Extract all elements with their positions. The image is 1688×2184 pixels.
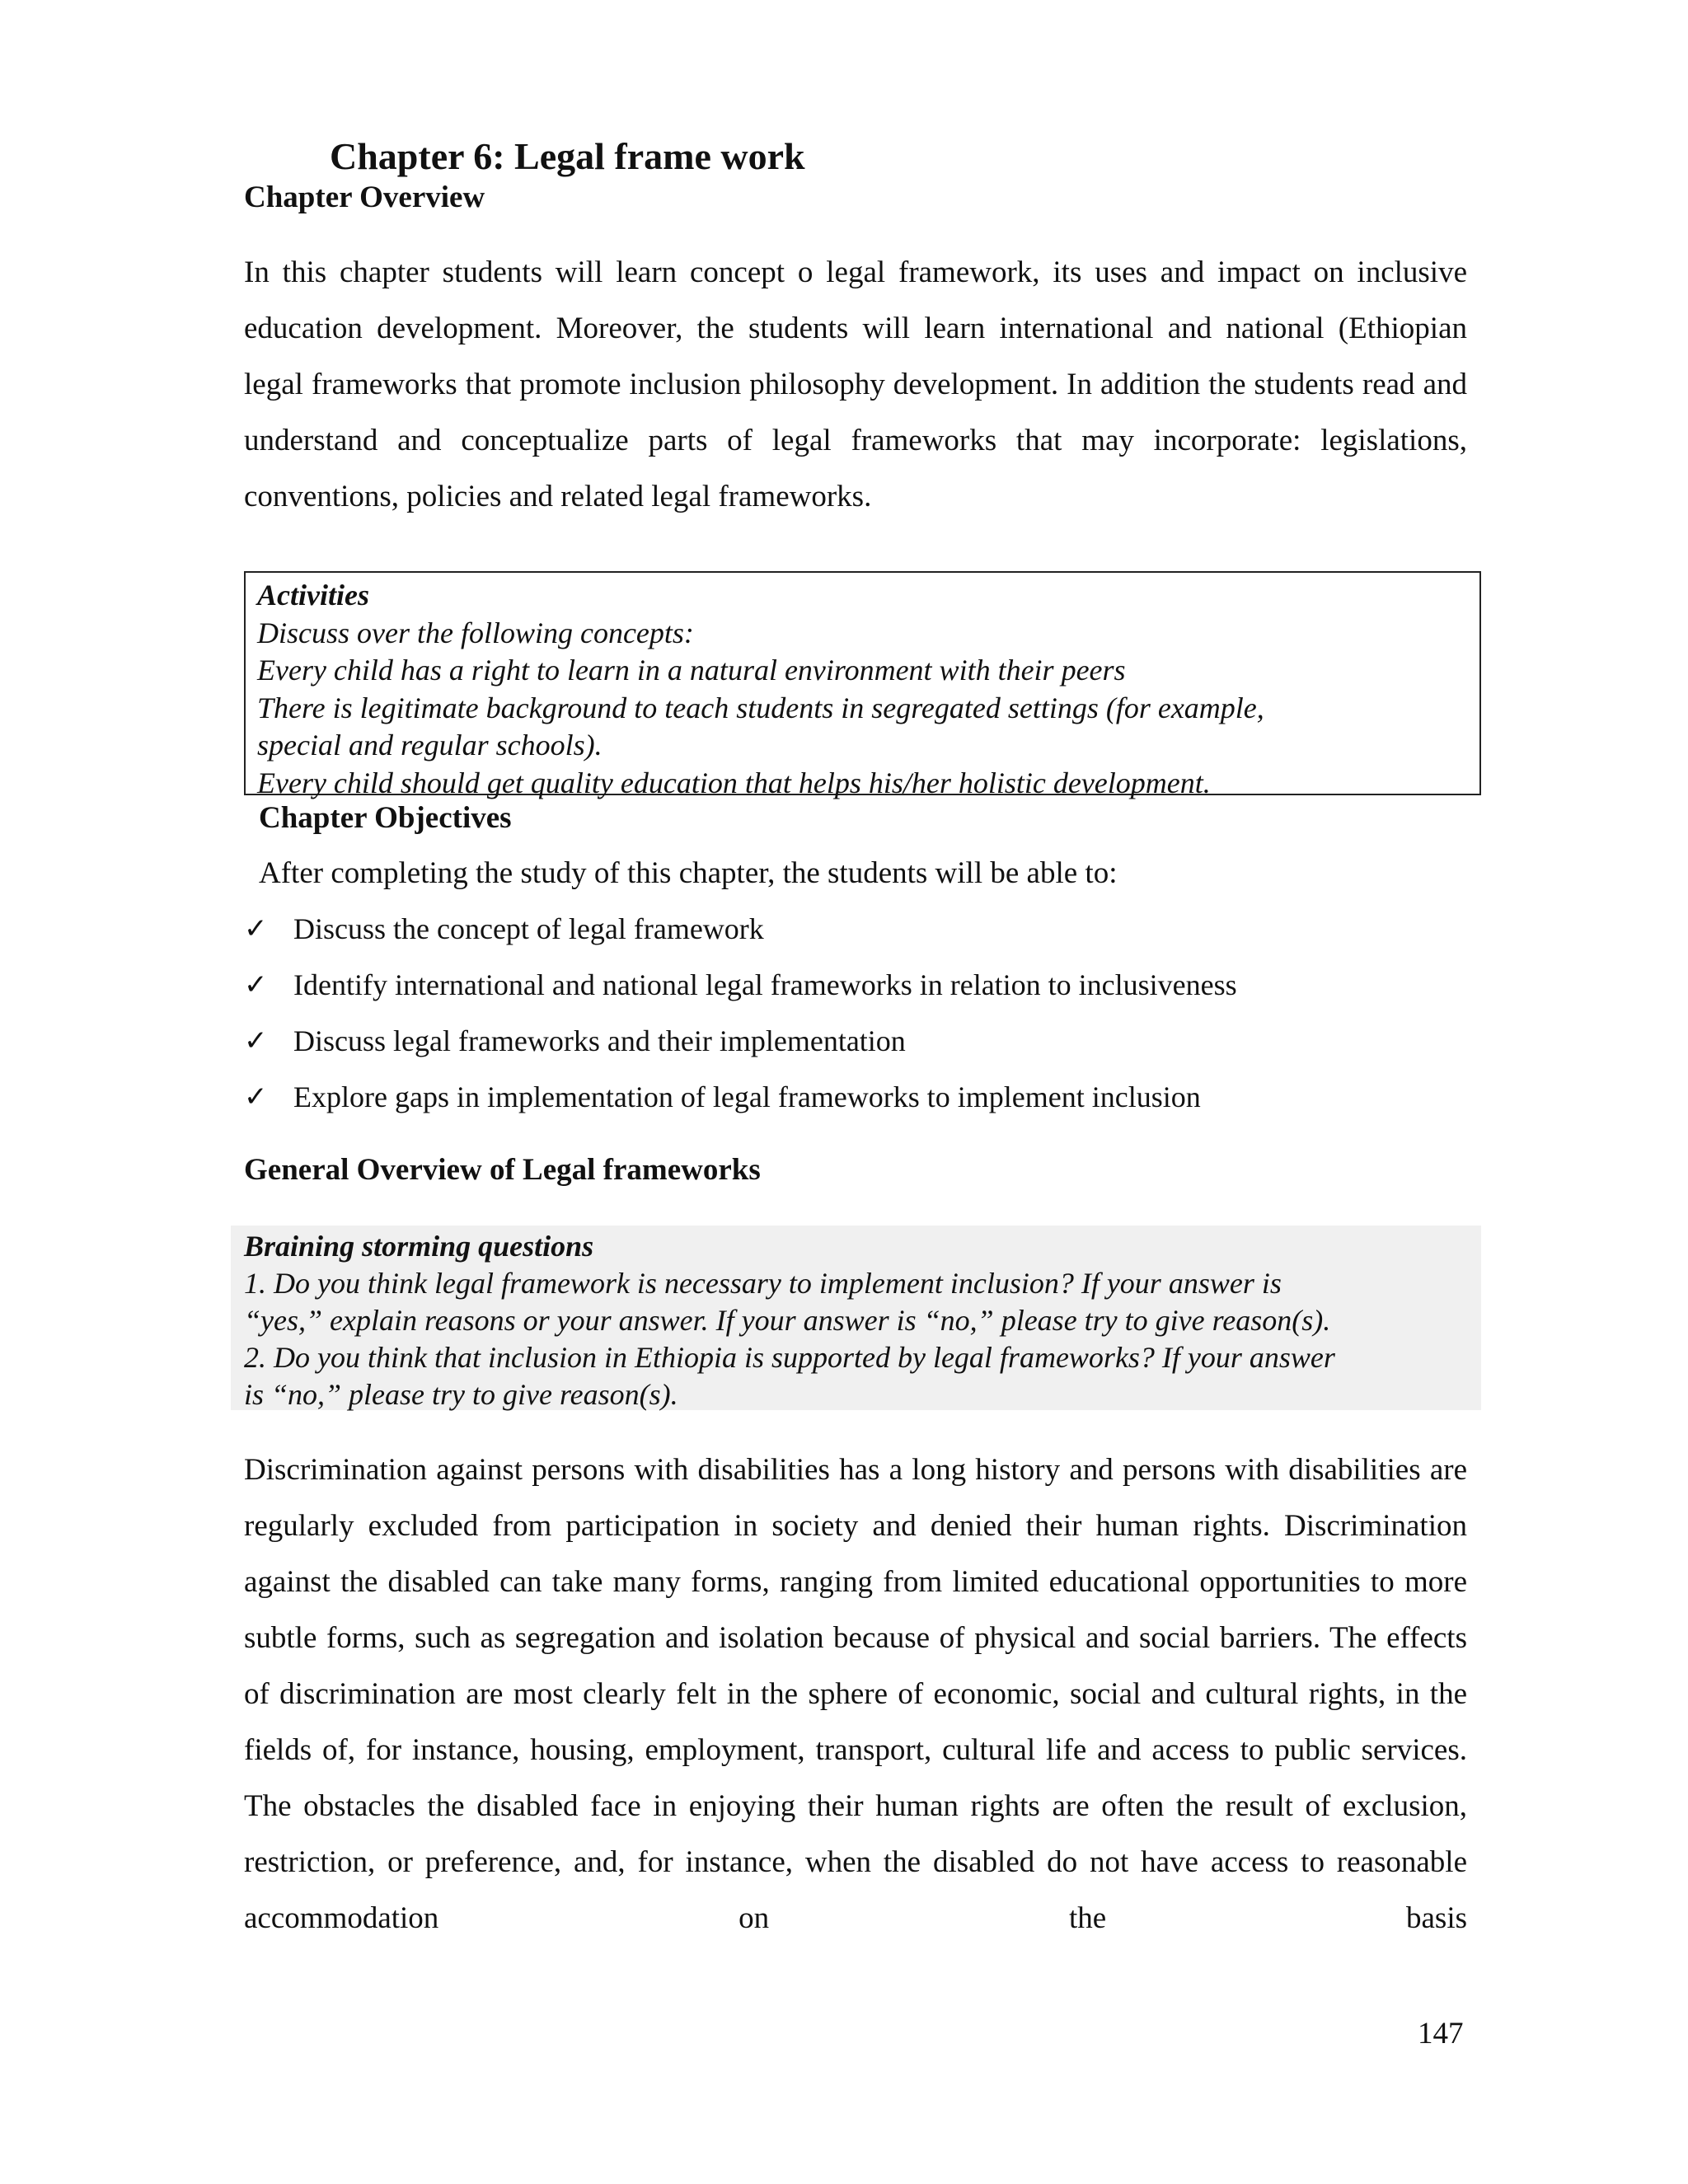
checkmark-icon: ✓: [244, 1080, 268, 1113]
objective-item: [244, 1020, 1237, 1076]
objective-text: Identify international and national legal frameworks in relation to inclusiveness: [293, 968, 1237, 1001]
brainstorm-title: Braining storming questions: [244, 1230, 594, 1263]
brainstorm-line: 2. Do you think that inclusion in Ethiopia is supported by legal frameworks? If your answer: [244, 1341, 1335, 1374]
chapter-overview-heading: Chapter Overview: [244, 180, 485, 214]
brainstorm-box: [231, 1226, 1481, 1410]
body-paragraph: Discrimination against persons with disabilities has a long history and persons with disabilities are regularly excluded from participation in society and denied their human rights. Discrimination against the disabled can take many forms, ranging from limited educational opportunities to more subtle forms, such as segregation and isolation because of physical and social barriers. The effects of discrimination are most clearly felt in the sphere of economic, social and cultural rights, in the fields of, for instance, housing, employment, transport, cultural life and access to public services. The obstacles the disabled face in enjoying their human rights are often the result of exclusion, restriction, or preference, and, for instance, when the disabled do not have access to reasonable accommodation on the basis: [244, 1453, 1467, 1935]
activities-line: There is legitimate background to teach students in segregated settings (for example,: [257, 691, 1264, 724]
checkmark-icon: ✓: [244, 1024, 268, 1057]
objectives-list: [244, 908, 1237, 1132]
activities-line: Every child should get quality education that helps his/her holistic development.: [257, 766, 1211, 799]
overview-paragraph: In this chapter students will learn concept o legal framework, its uses and impact on inclusive education development. Moreover, the students will learn international and national (Ethiopian legal frameworks that promote inclusion philosophy development. In addition the students read and understand and conceptualize parts of legal frameworks that may incorporate: legislations, conventions, policies and related legal frameworks.: [244, 255, 1467, 513]
activities-line: Every child has a right to learn in a natural environment with their peers: [257, 654, 1126, 687]
brainstorm-line: “yes,” explain reasons or your answer. If your answer is “no,” please try to give reason(s).: [244, 1304, 1331, 1337]
activities-line: Discuss over the following concepts:: [257, 616, 694, 649]
chapter-objectives-heading: Chapter Objectives: [259, 801, 512, 835]
checkmark-icon: ✓: [244, 968, 268, 1001]
page-number: 147: [1418, 2017, 1464, 2050]
objective-item: [244, 908, 1237, 964]
brainstorm-line: 1. Do you think legal framework is necessary to implement inclusion? If your answer is: [244, 1267, 1282, 1300]
activities-title: Activities: [257, 579, 369, 612]
objective-item: [244, 964, 1237, 1020]
activities-box: [244, 571, 1481, 799]
objectives-intro: After completing the study of this chapter, the students will be able to:: [259, 856, 1118, 890]
objective-text: Discuss legal frameworks and their implementation: [293, 1024, 906, 1057]
activities-line: special and regular schools).: [257, 729, 603, 762]
objective-text: Explore gaps in implementation of legal frameworks to implement inclusion: [293, 1080, 1201, 1113]
chapter-title: Chapter 6: Legal frame work: [330, 135, 805, 177]
objective-text: Discuss the concept of legal framework: [293, 912, 764, 945]
brainstorm-line: is “no,” please try to give reason(s).: [244, 1378, 678, 1411]
general-overview-heading: General Overview of Legal frameworks: [244, 1153, 761, 1187]
checkmark-icon: ✓: [244, 912, 268, 945]
objective-item: [244, 1076, 1237, 1132]
